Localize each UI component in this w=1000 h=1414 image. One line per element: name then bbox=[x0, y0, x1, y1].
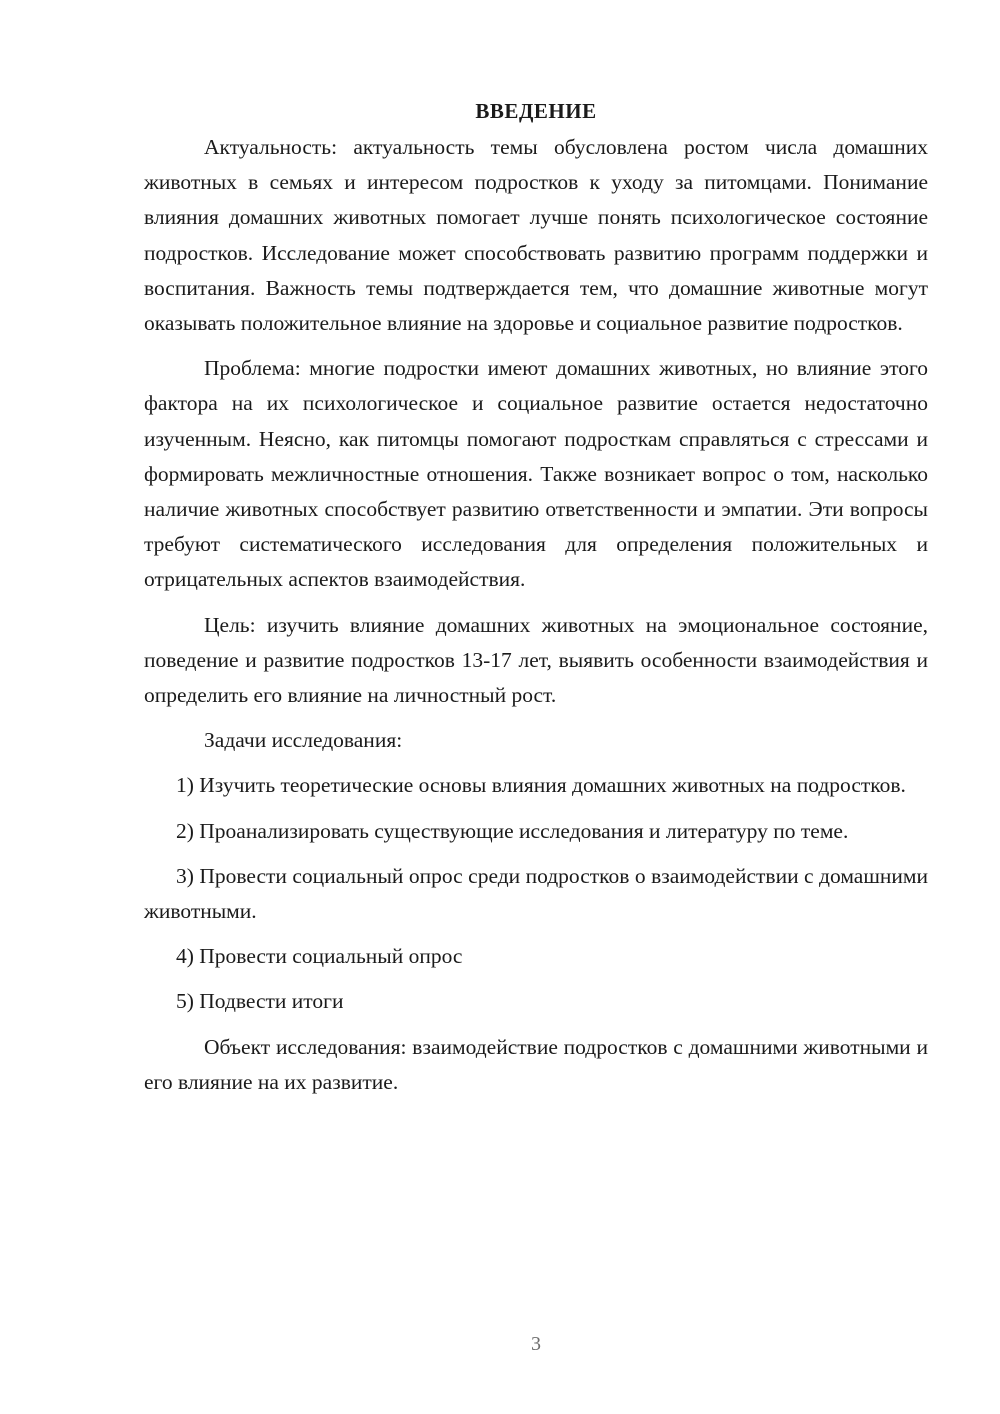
task-item-1: 1) Изучить теоретические основы влияния домашних животных на подростков. bbox=[176, 773, 906, 798]
task-item-5: 5) Подвести итоги bbox=[176, 989, 344, 1014]
task-item-4: 4) Провести социальный опрос bbox=[176, 944, 463, 969]
paragraph-relevance: Актуальность: актуальность темы обусловлена ростом числа домашних животных в семьях и интересом подростков к уходу за питомцами. Понимание влияния домашних животных помогает лучше понять психологическое состояние подростков. Исследование может способствовать развитию программ поддержки и воспитания. Важность темы подтверждается тем, что домашние животные могут оказывать положительное влияние на здоровье и социальное развитие подростков. bbox=[144, 135, 928, 336]
page-title: ВВЕДЕНИЕ bbox=[475, 99, 597, 123]
paragraph-object: Объект исследования: взаимодействие подростков с домашними животными и его влияние на их развитие. bbox=[144, 1034, 928, 1094]
task-item-2: 2) Проанализировать существующие исследования и литературу по теме. bbox=[176, 818, 849, 843]
tasks-heading: Задачи исследования: bbox=[204, 728, 403, 753]
paragraph-goal: Цель: изучить влияние домашних животных на эмоциональное состояние, поведение и развитие подростков 13-17 лет, выявить особенности взаимодействия и определить его влияние на личностный рост. bbox=[144, 612, 928, 708]
page-number: 3 bbox=[531, 1333, 541, 1355]
document-page bbox=[144, 96, 928, 1110]
task-item-3: 3) Провести социальный опрос среди подростков о взаимодействии с домашними животными. bbox=[144, 863, 928, 924]
paragraph-problem: Проблема: многие подростки имеют домашних животных, но влияние этого фактора на их психологическое и социальное развитие остается недостаточно изученным. Неясно, как питомцы помогают подросткам справляться с стрессами и формировать межличностные отношения. Также возникает вопрос о том, насколько наличие животных способствует развитию ответственности и эмпатии. Эти вопросы требуют систематического исследования для определения положительных и отрицательных аспектов взаимодействия. bbox=[144, 356, 928, 592]
